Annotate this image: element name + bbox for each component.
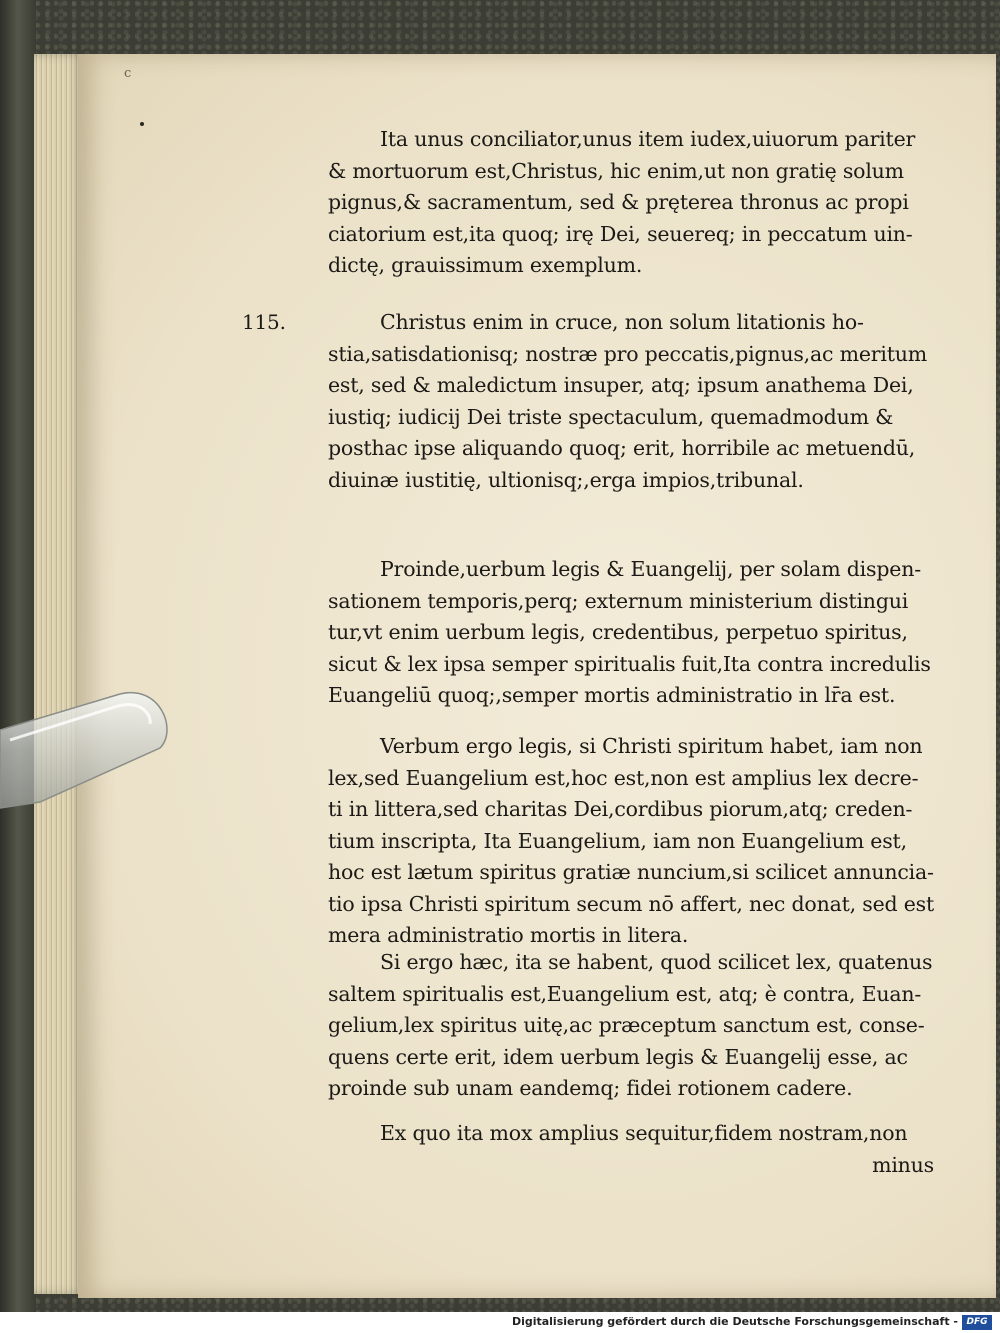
book-page (78, 54, 996, 1298)
text-line: mera administratio mortis in litera. (328, 923, 689, 947)
text-line: Ex quo ita mox amplius sequitur,fidem nostram,non (380, 1121, 908, 1145)
text-line: saltem spiritualis est,Euangelium est, atq; è contra, Euan- (328, 981, 922, 1006)
dfg-logo: DFG (962, 1315, 992, 1330)
text-line: pignus,& sacramentum, sed & pręterea thronus ac propi (328, 190, 909, 214)
corner-mark: c (124, 66, 132, 81)
text-line: Proinde,uerbum legis & Euangelij, per solam dispen- (380, 557, 921, 581)
text-line: lex,sed Euangelium est,hoc est,non est amplius lex decre- (328, 765, 919, 790)
text-line: Christus enim in cruce, non solum litationis ho- (380, 310, 864, 334)
text-line: sicut & lex ipsa semper spiritualis fuit,Ita contra incredulis (328, 651, 931, 676)
text-line: hoc est lætum spiritus gratiæ nuncium,si scilicet annuncia- (328, 860, 934, 884)
text-line: stia,satisdationisq; nostræ pro peccatis,pignus,ac meritum (328, 341, 928, 366)
paragraph-6 (328, 1118, 948, 1181)
text-line: tur,vt enim uerbum legis, credentibus, perpetuo spiritus, (328, 620, 908, 644)
paragraph-3 (328, 554, 931, 712)
text-line: diuinæ iustitię, ultionisq;,erga impios,tribunal. (328, 467, 804, 492)
text-line: Verbum ergo legis, si Christi spiritum habet, iam non (380, 734, 923, 758)
marginal-number: 115. (242, 310, 286, 334)
text-line: proinde sub unam eandemq; fidei rotionem cadere. (328, 1076, 853, 1100)
ink-speck (140, 122, 144, 126)
text-line: posthac ipse aliquando quoq; erit, horribile ac metuendū, (328, 436, 916, 460)
text-line: Euangeliū quoq;,semper mortis administratio in lr̄a est. (328, 683, 896, 707)
text-line: sationem temporis,perq; externum ministerium distingui (328, 588, 909, 613)
text-line: Ita unus conciliator,unus item iudex,uiuorum pariter (380, 127, 916, 151)
text-line: gelium,lex spiritus uitę,ac præceptum sanctum est, conse- (328, 1013, 925, 1037)
footer-credit: Digitalisierung gefördert durch die Deutsche Forschungsgemeinschaft - (511, 1315, 958, 1328)
paragraph-4 (328, 731, 934, 952)
text-line: tium inscripta, Ita Euangelium, iam non Euangelium est, (328, 828, 907, 853)
text-line: tio ipsa Christi spiritum secum nō affert, nec donat, sed est (328, 891, 935, 916)
text-line: quens certe erit, idem uerbum legis & Euangelij esse, ac (328, 1044, 908, 1069)
paragraph-2 (242, 307, 928, 496)
page-stack-edge (34, 54, 84, 1294)
text-line: ti in littera,sed charitas Dei,cordibus piorum,atq; creden- (328, 797, 913, 821)
catchword: minus (872, 1152, 934, 1177)
page-holder-clip (0, 690, 172, 810)
text-line: Si ergo hæc, ita se habent, quod scilicet lex, quatenus (380, 950, 933, 974)
text-line: & mortuorum est,Christus, hic enim,ut non gratię solum (328, 158, 904, 183)
book-cover-edge (0, 0, 36, 1312)
paragraph-1 (328, 124, 915, 282)
text-line: dictę, grauissimum exemplum. (328, 253, 643, 277)
text-line: ciatorium est,ita quoq; irę Dei, seuereq; in peccatum uin- (328, 221, 913, 246)
text-line: est, sed & maledictum insuper, atq; ipsum anathema Dei, (328, 373, 914, 397)
paragraph-5 (328, 947, 932, 1105)
text-line: iustiq; iudicij Dei triste spectaculum, quemadmodum & (328, 404, 894, 429)
footer-bar (0, 1312, 1000, 1333)
